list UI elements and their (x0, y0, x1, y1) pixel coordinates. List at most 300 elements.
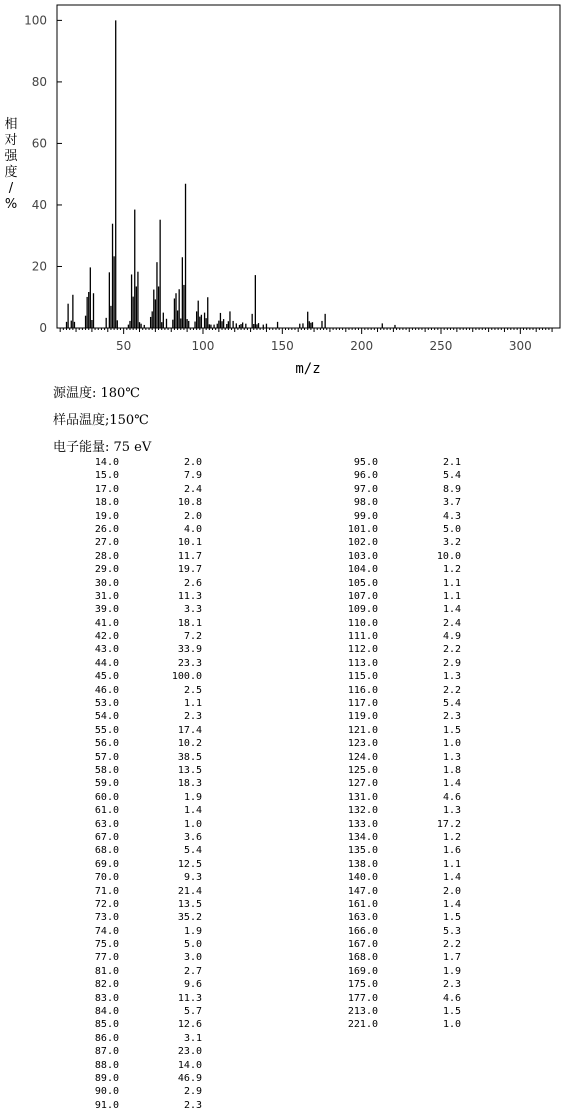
mz-value: 27.0 (94, 537, 119, 549)
peak-row (341, 563, 461, 576)
peak-row (341, 684, 461, 697)
abundance-value: 100.0 (171, 671, 202, 683)
abundance-value: 4.0 (183, 523, 202, 535)
abundance-value: 1.9 (442, 965, 461, 977)
y-tick-label: 0 (39, 321, 47, 335)
mz-value: 99.0 (353, 510, 378, 522)
mz-value: 103.0 (347, 550, 378, 562)
abundance-value: 2.5 (183, 684, 202, 696)
peak-row (82, 1018, 202, 1031)
abundance-value: 11.3 (177, 590, 202, 602)
abundance-value: 10.8 (177, 497, 202, 509)
mz-value: 26.0 (94, 523, 119, 535)
mz-value: 97.0 (353, 483, 378, 495)
peak-row (82, 496, 202, 509)
peak-row (82, 469, 202, 482)
mz-value: 131.0 (347, 791, 378, 803)
peak-row (341, 938, 461, 951)
abundance-value: 1.1 (442, 858, 461, 870)
peak-row (341, 603, 461, 616)
y-tick-label: 80 (31, 74, 47, 89)
mz-value: 46.0 (94, 684, 119, 696)
peak-row (82, 791, 202, 804)
mz-value: 18.0 (94, 497, 119, 509)
x-tick-label: 300 (508, 339, 532, 353)
abundance-value: 1.5 (442, 1006, 461, 1018)
abundance-value: 2.3 (183, 1099, 202, 1111)
peak-row (82, 1032, 202, 1045)
mz-value: 73.0 (94, 912, 119, 924)
peak-row (341, 764, 461, 777)
peak-row (82, 684, 202, 697)
mz-value: 59.0 (94, 778, 119, 790)
mass-spectrum-chart (0, 0, 570, 380)
peak-row (82, 617, 202, 630)
abundance-value: 4.6 (442, 992, 461, 1004)
peak-row (82, 951, 202, 964)
abundance-value: 2.4 (442, 617, 461, 629)
peak-row (341, 590, 461, 603)
abundance-value: 2.7 (183, 965, 202, 977)
abundance-value: 1.4 (442, 778, 461, 790)
mz-value: 30.0 (94, 577, 119, 589)
y-tick-label: 100 (24, 13, 47, 28)
mz-value: 29.0 (94, 564, 119, 576)
abundance-value: 21.4 (177, 885, 202, 897)
mz-value: 54.0 (94, 711, 119, 723)
peak-row (82, 965, 202, 978)
abundance-value: 3.1 (183, 1032, 202, 1044)
mz-value: 167.0 (347, 939, 378, 951)
mz-value: 175.0 (347, 979, 378, 991)
abundance-value: 2.3 (442, 711, 461, 723)
mz-value: 95.0 (353, 457, 378, 468)
abundance-value: 1.1 (442, 590, 461, 602)
peak-row (341, 831, 461, 844)
abundance-value: 1.9 (183, 925, 202, 937)
peak-row (82, 697, 202, 710)
mz-value: 70.0 (94, 872, 119, 884)
abundance-value: 4.9 (442, 631, 461, 643)
mz-value: 14.0 (94, 457, 119, 468)
peak-row (341, 643, 461, 656)
mz-value: 15.0 (94, 470, 119, 482)
mz-value: 28.0 (94, 550, 119, 562)
mz-value: 90.0 (94, 1086, 119, 1098)
mz-value: 31.0 (94, 590, 119, 602)
mz-value: 110.0 (347, 617, 378, 629)
mz-value: 45.0 (94, 671, 119, 683)
peak-row (341, 751, 461, 764)
abundance-value: 11.3 (177, 992, 202, 1004)
mz-value: 44.0 (94, 657, 119, 669)
electron-energy: 电子能量: 75 eV (53, 440, 152, 455)
abundance-value: 1.3 (442, 805, 461, 817)
mz-value: 133.0 (347, 818, 378, 830)
mz-value: 161.0 (347, 898, 378, 910)
mz-value: 117.0 (347, 698, 378, 710)
peak-row (82, 1045, 202, 1058)
abundance-value: 3.2 (442, 537, 461, 549)
abundance-value: 5.3 (442, 925, 461, 937)
peak-row (82, 577, 202, 590)
mz-value: 168.0 (347, 952, 378, 964)
peak-row (82, 563, 202, 576)
abundance-value: 2.1 (442, 457, 461, 468)
peak-row (82, 456, 202, 469)
abundance-value: 23.0 (177, 1046, 202, 1058)
peak-row (82, 523, 202, 536)
mz-value: 87.0 (94, 1046, 119, 1058)
peak-row (82, 724, 202, 737)
x-tick-label: 150 (270, 339, 294, 353)
peak-row (341, 965, 461, 978)
peak-row (82, 657, 202, 670)
plot-frame (57, 5, 560, 328)
mz-value: 42.0 (94, 631, 119, 643)
abundance-value: 3.6 (183, 831, 202, 843)
peak-row (82, 603, 202, 616)
abundance-value: 12.5 (177, 858, 202, 870)
mz-value: 107.0 (347, 590, 378, 602)
mz-value: 81.0 (94, 965, 119, 977)
mz-value: 177.0 (347, 992, 378, 1004)
abundance-value: 3.0 (183, 952, 202, 964)
x-tick-label: 100 (191, 339, 215, 353)
peak-row (341, 630, 461, 643)
mz-value: 85.0 (94, 1019, 119, 1031)
peak-row (341, 978, 461, 991)
abundance-value: 12.6 (177, 1019, 202, 1031)
abundance-value: 5.4 (183, 845, 202, 857)
peak-row (341, 804, 461, 817)
abundance-value: 5.0 (183, 939, 202, 951)
mz-value: 140.0 (347, 872, 378, 884)
abundance-value: 2.0 (183, 510, 202, 522)
abundance-value: 13.5 (177, 898, 202, 910)
mz-value: 116.0 (347, 684, 378, 696)
abundance-value: 17.4 (177, 724, 202, 736)
abundance-value: 38.5 (177, 751, 202, 763)
mz-value: 82.0 (94, 979, 119, 991)
abundance-value: 10.1 (177, 537, 202, 549)
mz-value: 53.0 (94, 698, 119, 710)
abundance-value: 9.3 (183, 872, 202, 884)
abundance-value: 46.9 (177, 1072, 202, 1084)
peak-row (341, 550, 461, 563)
abundance-value: 2.3 (183, 711, 202, 723)
peak-row (341, 657, 461, 670)
mz-value: 138.0 (347, 858, 378, 870)
peak-row (82, 710, 202, 723)
abundance-value: 1.0 (442, 738, 461, 750)
abundance-value: 2.3 (442, 979, 461, 991)
peak-row (341, 858, 461, 871)
abundance-value: 2.0 (183, 457, 202, 468)
abundance-value: 4.3 (442, 510, 461, 522)
peak-row (341, 483, 461, 496)
peak-row (82, 1072, 202, 1085)
mz-value: 88.0 (94, 1059, 119, 1071)
abundance-value: 1.5 (442, 912, 461, 924)
abundance-value: 5.0 (442, 523, 461, 535)
abundance-value: 1.8 (442, 764, 461, 776)
mz-value: 111.0 (347, 631, 378, 643)
mz-value: 19.0 (94, 510, 119, 522)
abundance-value: 1.4 (183, 805, 202, 817)
peak-row (341, 577, 461, 590)
y-axis-label: 相对强度/ % (4, 117, 18, 212)
peak-row (341, 1018, 461, 1031)
y-tick-label: 60 (31, 136, 47, 151)
mz-value: 57.0 (94, 751, 119, 763)
peak-row (341, 951, 461, 964)
abundance-value: 18.3 (177, 778, 202, 790)
abundance-value: 2.2 (442, 939, 461, 951)
abundance-value: 14.0 (177, 1059, 202, 1071)
peak-row (341, 510, 461, 523)
mz-value: 72.0 (94, 898, 119, 910)
peak-row (341, 737, 461, 750)
abundance-value: 2.9 (442, 657, 461, 669)
peak-row (82, 925, 202, 938)
abundance-value: 1.4 (442, 898, 461, 910)
peak-row (82, 1085, 202, 1098)
mz-value: 89.0 (94, 1072, 119, 1084)
mz-value: 17.0 (94, 483, 119, 495)
peak-row (341, 523, 461, 536)
mz-value: 91.0 (94, 1099, 119, 1111)
abundance-value: 1.4 (442, 604, 461, 616)
mz-value: 63.0 (94, 818, 119, 830)
peak-row (341, 710, 461, 723)
mz-value: 77.0 (94, 952, 119, 964)
abundance-value: 1.1 (183, 698, 202, 710)
abundance-value: 2.0 (442, 885, 461, 897)
peak-row (341, 898, 461, 911)
mz-value: 61.0 (94, 805, 119, 817)
abundance-value: 1.1 (442, 577, 461, 589)
peak-row (341, 791, 461, 804)
x-tick-label: 50 (116, 339, 132, 353)
abundance-value: 17.2 (436, 818, 461, 830)
mz-value: 84.0 (94, 1006, 119, 1018)
peak-row (82, 911, 202, 924)
mz-value: 55.0 (94, 724, 119, 736)
abundance-value: 35.2 (177, 912, 202, 924)
abundance-value: 10.2 (177, 738, 202, 750)
peak-row (82, 630, 202, 643)
abundance-value: 7.2 (183, 631, 202, 643)
x-tick-label: 250 (429, 339, 453, 353)
mz-value: 68.0 (94, 845, 119, 857)
sample-temperature: 样品温度;150℃ (53, 413, 149, 428)
abundance-value: 1.0 (183, 818, 202, 830)
mz-value: 83.0 (94, 992, 119, 1004)
mz-value: 75.0 (94, 939, 119, 951)
mz-value: 104.0 (347, 564, 378, 576)
mz-value: 124.0 (347, 751, 378, 763)
peak-row (82, 831, 202, 844)
abundance-value: 5.4 (442, 698, 461, 710)
peak-row (82, 1005, 202, 1018)
abundance-value: 18.1 (177, 617, 202, 629)
peak-row (82, 590, 202, 603)
abundance-value: 1.3 (442, 671, 461, 683)
peak-row (341, 911, 461, 924)
abundance-value: 1.3 (442, 751, 461, 763)
x-axis-label: m/z (295, 361, 321, 377)
peak-row (82, 643, 202, 656)
abundance-value: 1.0 (442, 1019, 461, 1031)
mz-value: 43.0 (94, 644, 119, 656)
abundance-value: 3.3 (183, 604, 202, 616)
abundance-value: 5.7 (183, 1006, 202, 1018)
mz-value: 121.0 (347, 724, 378, 736)
abundance-value: 1.2 (442, 564, 461, 576)
peak-row (82, 885, 202, 898)
peak-row (341, 777, 461, 790)
abundance-value: 1.2 (442, 831, 461, 843)
mz-value: 98.0 (353, 497, 378, 509)
mz-value: 119.0 (347, 711, 378, 723)
mz-value: 166.0 (347, 925, 378, 937)
peak-row (341, 670, 461, 683)
mz-value: 132.0 (347, 805, 378, 817)
peak-table-left (82, 456, 202, 1112)
peak-row (341, 496, 461, 509)
mz-value: 60.0 (94, 791, 119, 803)
peak-table-right (341, 456, 461, 1032)
mz-value: 112.0 (347, 644, 378, 656)
abundance-value: 1.6 (442, 845, 461, 857)
peak-row (341, 818, 461, 831)
abundance-value: 19.7 (177, 564, 202, 576)
mz-value: 134.0 (347, 831, 378, 843)
peak-row (82, 992, 202, 1005)
abundance-value: 1.9 (183, 791, 202, 803)
peak-row (82, 536, 202, 549)
x-tick-label: 200 (350, 339, 374, 353)
peak-row (82, 670, 202, 683)
peak-row (82, 871, 202, 884)
mz-value: 221.0 (347, 1019, 378, 1031)
mz-value: 213.0 (347, 1006, 378, 1018)
mz-value: 39.0 (94, 604, 119, 616)
abundance-value: 8.9 (442, 483, 461, 495)
mz-value: 147.0 (347, 885, 378, 897)
peak-row (341, 697, 461, 710)
abundance-value: 23.3 (177, 657, 202, 669)
x-axis (60, 328, 552, 353)
mz-value: 96.0 (353, 470, 378, 482)
peak-row (82, 751, 202, 764)
peak-row (82, 938, 202, 951)
abundance-value: 3.7 (442, 497, 461, 509)
mz-value: 58.0 (94, 764, 119, 776)
spectrum-peaks (67, 20, 395, 328)
abundance-value: 5.4 (442, 470, 461, 482)
abundance-value: 9.6 (183, 979, 202, 991)
mz-value: 127.0 (347, 778, 378, 790)
mz-value: 74.0 (94, 925, 119, 937)
peak-row (341, 617, 461, 630)
mz-value: 125.0 (347, 764, 378, 776)
peak-row (341, 536, 461, 549)
peak-row (341, 724, 461, 737)
abundance-value: 11.7 (177, 550, 202, 562)
mz-value: 86.0 (94, 1032, 119, 1044)
peak-row (82, 858, 202, 871)
mz-value: 71.0 (94, 885, 119, 897)
peak-row (341, 871, 461, 884)
mz-value: 115.0 (347, 671, 378, 683)
abundance-value: 2.2 (442, 684, 461, 696)
abundance-value: 2.2 (442, 644, 461, 656)
peak-row (82, 818, 202, 831)
peak-row (82, 804, 202, 817)
peak-row (82, 978, 202, 991)
peak-row (341, 1005, 461, 1018)
abundance-value: 4.6 (442, 791, 461, 803)
peak-row (82, 550, 202, 563)
peak-row (82, 777, 202, 790)
peak-row (82, 737, 202, 750)
mz-value: 135.0 (347, 845, 378, 857)
abundance-value: 1.7 (442, 952, 461, 964)
mz-value: 41.0 (94, 617, 119, 629)
peak-row (341, 469, 461, 482)
abundance-value: 2.9 (183, 1086, 202, 1098)
mz-value: 56.0 (94, 738, 119, 750)
abundance-value: 1.4 (442, 872, 461, 884)
abundance-value: 2.6 (183, 577, 202, 589)
mz-value: 163.0 (347, 912, 378, 924)
peak-row (82, 764, 202, 777)
peak-row (341, 844, 461, 857)
mz-value: 113.0 (347, 657, 378, 669)
abundance-value: 10.0 (436, 550, 461, 562)
peak-row (82, 1099, 202, 1112)
y-axis (24, 13, 62, 335)
peak-row (341, 456, 461, 469)
peak-row (82, 1059, 202, 1072)
mz-value: 67.0 (94, 831, 119, 843)
abundance-value: 33.9 (177, 644, 202, 656)
mz-value: 105.0 (347, 577, 378, 589)
peak-row (82, 510, 202, 523)
peak-row (82, 844, 202, 857)
abundance-value: 1.5 (442, 724, 461, 736)
source-temperature: 源温度: 180℃ (53, 386, 140, 401)
mz-value: 102.0 (347, 537, 378, 549)
mz-value: 101.0 (347, 523, 378, 535)
peak-row (341, 992, 461, 1005)
peak-row (341, 885, 461, 898)
y-tick-label: 40 (31, 197, 47, 212)
abundance-value: 7.9 (183, 470, 202, 482)
mz-value: 123.0 (347, 738, 378, 750)
peak-row (341, 925, 461, 938)
abundance-value: 13.5 (177, 764, 202, 776)
abundance-value: 2.4 (183, 483, 202, 495)
peak-row (82, 898, 202, 911)
y-tick-label: 20 (31, 259, 47, 274)
peak-row (82, 483, 202, 496)
mz-value: 109.0 (347, 604, 378, 616)
mz-value: 69.0 (94, 858, 119, 870)
mz-value: 169.0 (347, 965, 378, 977)
